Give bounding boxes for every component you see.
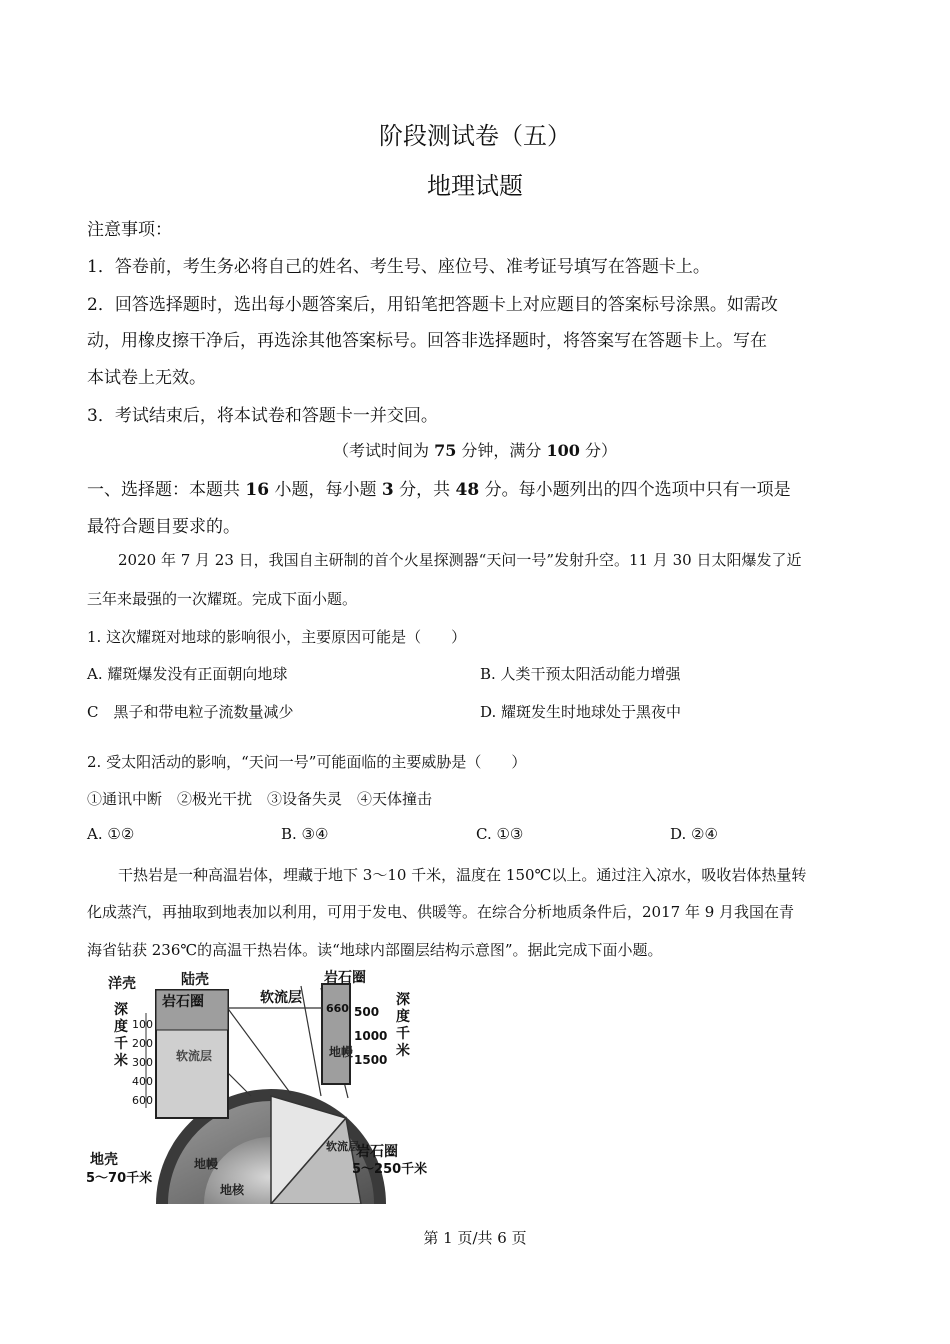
question-2-items: ①通讯中断 ②极光干扰 ③设备失灵 ④天体撞击 — [87, 790, 433, 808]
depth-right-char: 千 — [396, 1026, 410, 1042]
notice-item-2-line-1: 2．回答选择题时，选出每小题答案后，用铅笔把答题卡上对应题目的答案标号涂黑。如需改 — [87, 295, 778, 315]
depth-left-char: 深 — [114, 1002, 128, 1018]
label-lithosphere-top: 岩石圈 — [324, 970, 366, 986]
label-core: 地核 — [220, 1183, 245, 1197]
depth-right-char: 度 — [396, 1009, 410, 1025]
scale-left-tick: 200 — [132, 1037, 153, 1050]
depth-left-char: 度 — [114, 1019, 128, 1035]
scale-left-tick: 600 — [132, 1094, 153, 1107]
passage-2-line-2: 化成蒸汽，再抽取到地表加以利用，可用于发电、供暖等。在综合分析地质条件后，2017 年 9 月我国在青 — [87, 903, 795, 921]
label-ocean-crust: 洋壳 — [108, 976, 136, 992]
notice-heading: 注意事项： — [87, 220, 172, 240]
label-right-box-inner: 地幔 — [329, 1045, 354, 1059]
passage-1-line-1: 2020 年 7 月 23 日，我国自主研制的首个火星探测器“天问一号”发射升空。11 月 30 日太阳爆发了近 — [118, 551, 802, 569]
label-lithosphere-range: 5～250千米 — [352, 1162, 428, 1177]
passage-2-line-3: 海省钻获 236℃的高温干热岩体。读“地球内部圈层结构示意图”。据此完成下面小题。 — [87, 941, 663, 959]
notice-item-2-line-3: 本试卷上无效。 — [87, 368, 206, 388]
section-heading-line-2: 最符合题目要求的。 — [87, 517, 240, 537]
exam-info: （考试时间为 75 分钟，满分 100 分） — [332, 441, 618, 460]
question-1-option-b: B. 人类干预太阳活动能力增强 — [480, 665, 681, 683]
scale-left-tick: 400 — [132, 1075, 153, 1088]
notice-item-3: 3．考试结束后，将本试卷和答题卡一并交回。 — [87, 406, 438, 426]
question-1-option-c: C 黑子和带电粒子流数量减少 — [87, 703, 294, 721]
notice-item-1: 1．答卷前，考生务必将自己的姓名、考生号、座位号、准考证号填写在答题卡上。 — [87, 257, 710, 277]
scale-left-tick: 100 — [132, 1018, 153, 1031]
question-2-option-d: D. ②④ — [670, 825, 718, 843]
label-right-box-top: 660 — [326, 1002, 349, 1015]
section-heading: 一、选择题：本题共 16 小题，每小题 3 分，共 48 分。每小题列出的四个选项中只有一项是 — [87, 480, 791, 500]
passage-1-line-2: 三年来最强的一次耀斑。完成下面小题。 — [87, 590, 358, 608]
scale-left-tick: 300 — [132, 1056, 153, 1069]
page-subtitle: 地理试题 — [427, 172, 523, 200]
label-left-box-inner: 软流层 — [176, 1049, 213, 1063]
depth-right-char: 深 — [396, 992, 410, 1008]
label-lithosphere-right: 岩石圈 — [356, 1144, 398, 1160]
scale-right-tick: 1500 — [354, 1053, 388, 1067]
label-crust-range: 5～70千米 — [86, 1171, 153, 1186]
question-2-option-a: A. ①② — [87, 825, 135, 843]
right-detail-box — [322, 984, 350, 1084]
page-footer: 第 1 页/共 6 页 — [423, 1229, 527, 1247]
question-1-option-d: D. 耀斑发生时地球处于黑夜中 — [480, 703, 682, 721]
label-continental-crust: 陆壳 — [181, 972, 209, 988]
page-title: 阶段测试卷（五） — [379, 122, 571, 150]
earth-structure-diagram — [86, 968, 436, 1204]
label-left-box: 岩石圈 — [162, 994, 204, 1010]
label-crust: 地壳 — [90, 1152, 118, 1168]
question-1-stem: 1. 这次耀斑对地球的影响很小，主要原因可能是（ ） — [87, 628, 467, 646]
depth-left-char: 米 — [114, 1053, 128, 1069]
passage-2-line-1: 干热岩是一种高温岩体，埋藏于地下 3～10 千米，温度在 150℃以上。通过注入凉水，吸收岩体热量转 — [118, 866, 807, 884]
label-asthenosphere-ring: 软流层 — [326, 1140, 359, 1153]
scale-right-tick: 500 — [354, 1005, 380, 1019]
question-1-option-a: A. 耀斑爆发没有正面朝向地球 — [87, 665, 288, 683]
label-mantle: 地幔 — [194, 1157, 219, 1171]
depth-left-char: 千 — [114, 1036, 128, 1052]
label-asthenosphere: 软流层 — [260, 990, 302, 1006]
scale-right-tick: 1000 — [354, 1029, 388, 1043]
question-2-option-b: B. ③④ — [281, 825, 329, 843]
notice-item-2-line-2: 动，用橡皮擦干净后，再选涂其他答案标号。回答非选择题时，将答案写在答题卡上。写在 — [87, 331, 767, 351]
depth-right-char: 米 — [396, 1043, 410, 1059]
question-2-option-c: C. ①③ — [476, 825, 524, 843]
question-2-stem: 2. 受太阳活动的影响，“天问一号”可能面临的主要威胁是（ ） — [87, 753, 527, 771]
